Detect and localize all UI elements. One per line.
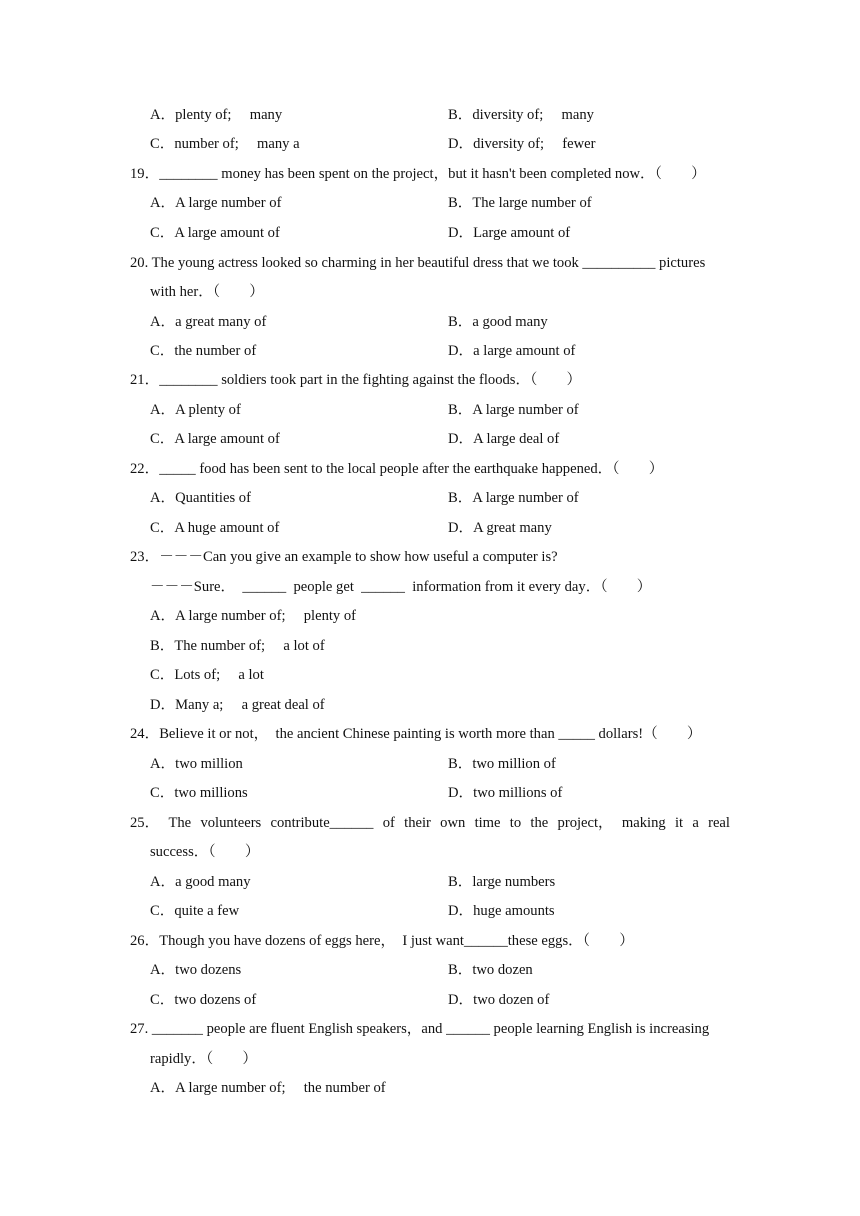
answer-option: D．A large deal of <box>448 431 560 447</box>
answer-option: C．Lots of; a lot <box>150 667 264 683</box>
answer-option: A．two dozens <box>150 962 242 978</box>
answer-option: C．A huge amount of <box>150 520 280 536</box>
answer-option: C．two dozens of <box>150 992 257 1008</box>
answer-option: D．A great many <box>448 520 552 536</box>
answer-option: A．Quantities of <box>150 490 251 506</box>
answer-option: D．diversity of; fewer <box>448 136 596 152</box>
word: real <box>708 815 730 831</box>
question-stem: 20. The young actress looked so charming in her beautiful dress that we took __________ pictures <box>130 255 706 271</box>
answer-option: A．A plenty of <box>150 402 241 418</box>
word: own <box>440 815 466 831</box>
question-stem: 19．________ money has been spent on the project，but it hasn't been completed now．（ ） <box>130 166 706 182</box>
answer-option: D．Many a; a great deal of <box>150 697 325 713</box>
answer-option: B．The large number of <box>448 195 592 211</box>
answer-option: C．two millions <box>150 785 248 801</box>
word: making <box>621 815 666 831</box>
answer-option: D．two millions of <box>448 785 563 801</box>
question-continuation: with her．（ ） <box>150 284 264 300</box>
answer-option: A．two million <box>150 756 243 772</box>
question-stem: 21．________ soldiers took part in the fighting against the floods．（ ） <box>130 372 582 388</box>
answer-option: B．two million of <box>448 756 556 772</box>
word: the <box>530 815 549 831</box>
answer-option: C．the number of <box>150 343 257 359</box>
word: it <box>674 815 684 831</box>
question-stem <box>130 814 730 832</box>
answer-option: B．A large number of <box>448 402 579 418</box>
answer-option: A．a great many of <box>150 314 267 330</box>
question-continuation: －－－Sure． ______ people get ______ information from it every day．（ ） <box>150 579 652 595</box>
word: The <box>168 815 192 831</box>
word: project， <box>557 815 613 831</box>
question-continuation: success．（ ） <box>150 844 260 860</box>
answer-option: C．quite a few <box>150 903 240 919</box>
word: 25． <box>130 815 160 831</box>
answer-option: A．plenty of; many <box>150 107 283 123</box>
question-stem: 24．Believe it or not， the ancient Chinese painting is worth more than _____ dollars!（ ） <box>130 726 702 742</box>
answer-option: D．Large amount of <box>448 225 571 241</box>
answer-option: B．A large number of <box>448 490 579 506</box>
word: volunteers <box>200 815 262 831</box>
answer-option: A．a good many <box>150 874 251 890</box>
answer-option: C．number of; many a <box>150 136 300 152</box>
word: their <box>404 815 431 831</box>
word: time <box>474 815 501 831</box>
answer-option: D．huge amounts <box>448 903 555 919</box>
question-stem: 22．_____ food has been sent to the local people after the earthquake happened．（ ） <box>130 461 664 477</box>
answer-option: A．A large number of; plenty of <box>150 608 357 624</box>
answer-option: A．A large number of; the number of <box>150 1080 386 1096</box>
answer-option: B．diversity of; many <box>448 107 594 123</box>
question-stem: 26．Though you have dozens of eggs here， I just want______these eggs．（ ） <box>130 933 634 949</box>
word: contribute______ <box>270 815 374 831</box>
question-stem: 23．－－－Can you give an example to show how useful a computer is? <box>130 549 558 565</box>
answer-option: B．two dozen <box>448 962 533 978</box>
answer-option: C．A large amount of <box>150 431 280 447</box>
answer-option: B．large numbers <box>448 874 556 890</box>
answer-option: A．A large number of <box>150 195 282 211</box>
word: to <box>509 815 522 831</box>
answer-option: B．The number of; a lot of <box>150 638 325 654</box>
answer-option: D．two dozen of <box>448 992 550 1008</box>
answer-option: B．a good many <box>448 314 548 330</box>
word: of <box>382 815 395 831</box>
answer-option: C．A large amount of <box>150 225 280 241</box>
question-stem: 27. _______ people are fluent English speakers，and ______ people learning English is increasing <box>130 1021 710 1037</box>
answer-option: D．a large amount of <box>448 343 576 359</box>
word: a <box>692 815 699 831</box>
question-continuation: rapidly．（ ） <box>150 1051 258 1067</box>
